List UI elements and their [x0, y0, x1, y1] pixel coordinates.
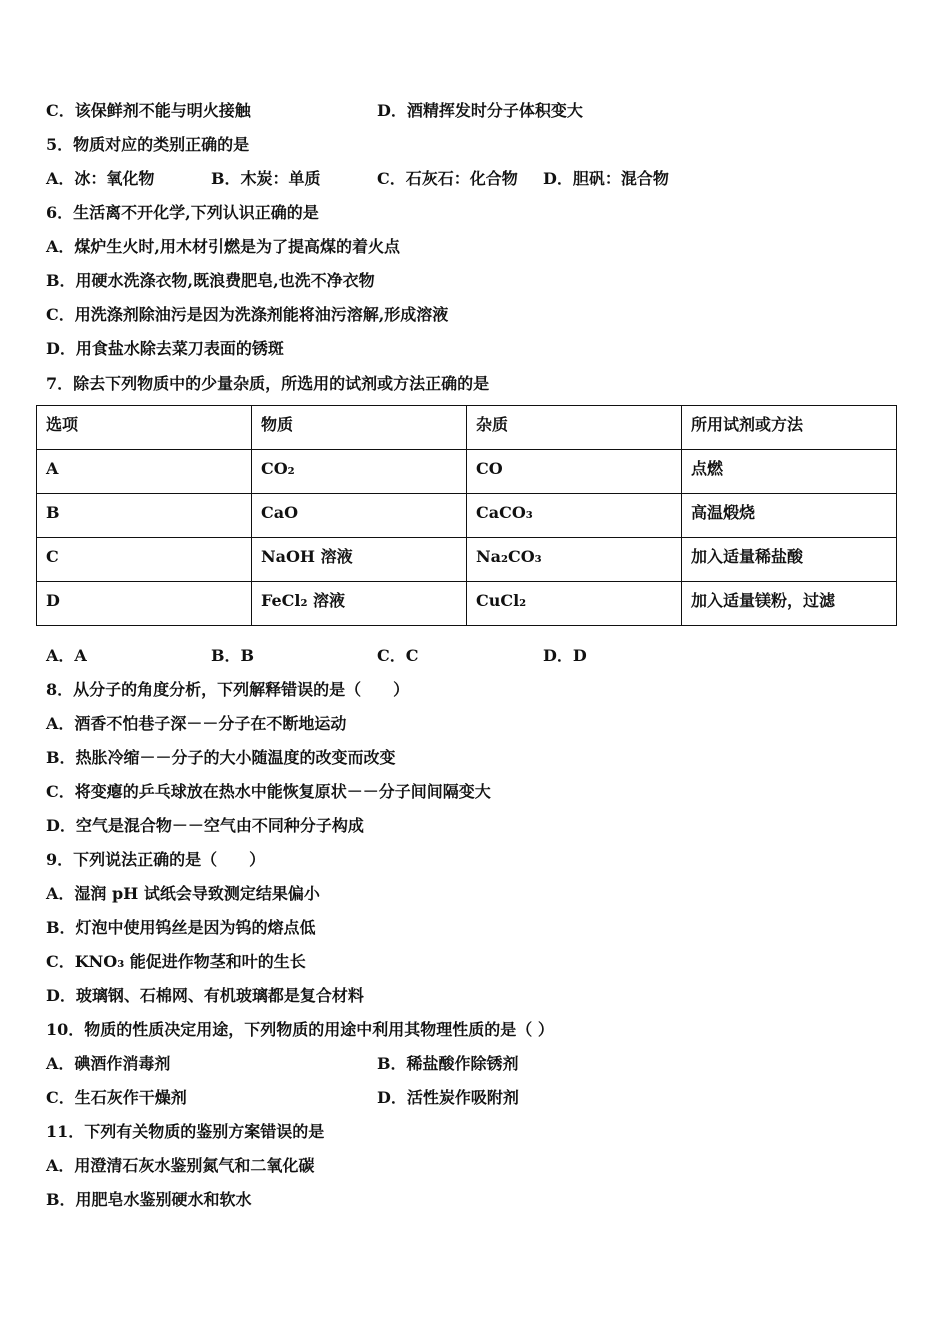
- q6-option-a: A．煤炉生火时,用木材引燃是为了提高煤的着火点: [46, 237, 400, 256]
- q7-option-c: C．C: [377, 646, 419, 665]
- table-cell: CaCO₃: [467, 494, 682, 538]
- q9-option-b: B．灯泡中使用钨丝是因为钨的熔点低: [46, 918, 316, 937]
- table-cell: A: [37, 450, 252, 494]
- q5-option-c: C．石灰石：化合物: [377, 169, 518, 188]
- q10-stem: 10．物质的性质决定用途，下列物质的用途中利用其物理性质的是（ ）: [46, 1020, 554, 1039]
- table-cell: 加入适量稀盐酸: [682, 538, 897, 582]
- q9-option-d: D．玻璃钢、石棉网、有机玻璃都是复合材料: [46, 986, 364, 1005]
- table-cell: NaOH 溶液: [252, 538, 467, 582]
- q6-stem: 6．生活离不开化学,下列认识正确的是: [46, 203, 319, 222]
- q8-option-d: D．空气是混合物－－空气由不同种分子构成: [46, 816, 364, 835]
- q6-option-d: D．用食盐水除去菜刀表面的锈斑: [46, 339, 284, 358]
- q5-option-a: A．冰：氧化物: [46, 169, 155, 188]
- table-header-cell: 所用试剂或方法: [682, 406, 897, 450]
- table-cell: Na₂CO₃: [467, 538, 682, 582]
- q11-option-b: B．用肥皂水鉴别硬水和软水: [46, 1190, 252, 1209]
- q4-option-d: D．酒精挥发时分子体积变大: [377, 101, 583, 120]
- q9-option-a: A．湿润 pH 试纸会导致测定结果偏小: [46, 884, 320, 903]
- q10-option-c: C．生石灰作干燥剂: [46, 1088, 187, 1107]
- q7-stem: 7．除去下列物质中的少量杂质，所选用的试剂或方法正确的是: [46, 374, 490, 393]
- table-cell: FeCl₂ 溶液: [252, 582, 467, 626]
- q8-option-a: A．酒香不怕巷子深－－分子在不断地运动: [46, 714, 347, 733]
- q8-option-c: C．将变瘪的乒乓球放在热水中能恢复原状－－分子间间隔变大: [46, 782, 491, 801]
- q6-option-b: B．用硬水洗涤衣物,既浪费肥皂,也洗不净衣物: [46, 271, 375, 290]
- table-cell: D: [37, 582, 252, 626]
- table-row: [37, 494, 897, 538]
- q10-option-b: B．稀盐酸作除锈剂: [377, 1054, 519, 1073]
- table-row: [37, 450, 897, 494]
- table-header-row: [37, 406, 897, 450]
- table-cell: 点燃: [682, 450, 897, 494]
- table-cell: B: [37, 494, 252, 538]
- q5-option-d: D．胆矾：混合物: [543, 169, 669, 188]
- q9-stem: 9．下列说法正确的是（ ）: [46, 850, 266, 869]
- q10-option-d: D．活性炭作吸附剂: [377, 1088, 519, 1107]
- q11-option-a: A．用澄清石灰水鉴别氮气和二氧化碳: [46, 1156, 315, 1175]
- q4-option-c: C．该保鲜剂不能与明火接触: [46, 101, 251, 120]
- table-header-cell: 杂质: [467, 406, 682, 450]
- q6-option-c: C．用洗涤剂除油污是因为洗涤剂能将油污溶解,形成溶液: [46, 305, 449, 324]
- q7-option-b: B．B: [211, 646, 255, 665]
- table-cell: CO: [467, 450, 682, 494]
- table-cell: C: [37, 538, 252, 582]
- q5-option-b: B．木炭：单质: [211, 169, 321, 188]
- table-cell: CuCl₂: [467, 582, 682, 626]
- q7-option-a: A．A: [46, 646, 87, 665]
- table-cell: CO₂: [252, 450, 467, 494]
- q8-stem: 8．从分子的角度分析，下列解释错误的是（ ）: [46, 680, 410, 699]
- q8-option-b: B．热胀冷缩－－分子的大小随温度的改变而改变: [46, 748, 396, 767]
- table-header-cell: 物质: [252, 406, 467, 450]
- q7-option-d: D．D: [543, 646, 587, 665]
- table-cell: 加入适量镁粉，过滤: [682, 582, 897, 626]
- table-cell: CaO: [252, 494, 467, 538]
- q10-option-a: A．碘酒作消毒剂: [46, 1054, 171, 1073]
- q5-stem: 5．物质对应的类别正确的是: [46, 135, 250, 154]
- table-row: [37, 582, 897, 626]
- table-cell: 高温煅烧: [682, 494, 897, 538]
- q7-table: [36, 405, 897, 626]
- table-header-cell: 选项: [37, 406, 252, 450]
- table-row: [37, 538, 897, 582]
- q11-stem: 11．下列有关物质的鉴别方案错误的是: [46, 1122, 325, 1141]
- q9-option-c: C．KNO₃ 能促进作物茎和叶的生长: [46, 952, 306, 971]
